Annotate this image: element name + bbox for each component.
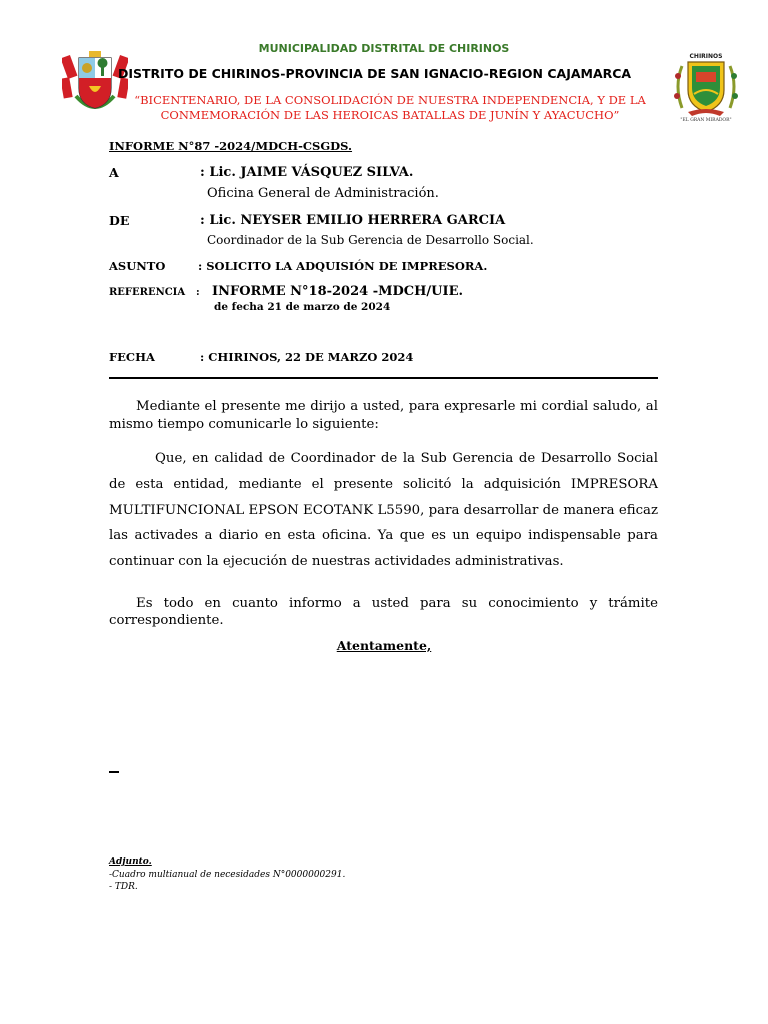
seal-top-text: CHIRINOS bbox=[689, 53, 723, 60]
attachment-item-1: -Cuadro multianual de necesidades N°0000000291. bbox=[109, 870, 346, 880]
date-value: : CHIRINOS, 22 DE MARZO 2024 bbox=[200, 350, 414, 364]
signature-mark bbox=[109, 771, 119, 773]
municipality-name: MUNICIPALIDAD DISTRITAL DE CHIRINOS bbox=[258, 42, 510, 55]
header-divider bbox=[109, 377, 658, 379]
paragraph-2-text: Que, en calidad de Coordinador de la Sub Gerencia de Desarrollo Social de esta entidad, mediante el presente solicitó la adquisición IMPRESORA MULTIFUNCIONAL EPSON ECOTANK L5590, para desarrollar de manera eficaz las activades a diario en esta oficina. Ya que es un equipo indispensable para continuar con la ejecución de nuestras actividades administrativas. bbox=[109, 451, 658, 570]
reference-date: de fecha 21 de marzo de 2024 bbox=[214, 301, 391, 313]
to-office: Oficina General de Administración. bbox=[207, 186, 439, 201]
from-label: DE bbox=[109, 213, 130, 228]
attachments-label: Adjunto. bbox=[109, 857, 152, 867]
district-heading: DISTRITO DE CHIRINOS-PROVINCIA DE SAN IGNACIO-REGION CAJAMARCA bbox=[118, 66, 632, 81]
to-label: A bbox=[109, 165, 119, 180]
motto-line-1: “BICENTENARIO, DE LA CONSOLIDACIÓN DE NUESTRA INDEPENDENCIA, Y DE LA bbox=[134, 93, 646, 107]
attachment-item-2: - TDR. bbox=[109, 882, 138, 892]
date-label: FECHA bbox=[109, 350, 155, 364]
reference-label: REFERENCIA bbox=[109, 287, 186, 298]
reference-value: INFORME N°18-2024 -MDCH/UIE. bbox=[212, 284, 464, 299]
from-role: Coordinador de la Sub Gerencia de Desarrollo Social. bbox=[207, 233, 534, 247]
body-paragraph-2 bbox=[109, 446, 658, 575]
memo-title: INFORME N°87 -2024/MDCH-CSGDS. bbox=[109, 139, 353, 153]
peru-coat-of-arms bbox=[62, 48, 128, 118]
from-name: : Lic. NEYSER EMILIO HERRERA GARCIA bbox=[200, 213, 506, 228]
body-paragraph-3 bbox=[109, 595, 658, 629]
subject-label: ASUNTO bbox=[109, 259, 166, 273]
seal-bottom-text: "EL GRAN MIRADOR" bbox=[680, 118, 732, 122]
subject-value: : SOLICITO LA ADQUISIÓN DE IMPRESORA. bbox=[198, 259, 488, 273]
closing-salutation: Atentamente, bbox=[336, 638, 432, 653]
to-name: : Lic. JAIME VÁSQUEZ SILVA. bbox=[200, 165, 414, 180]
chirinos-municipal-seal bbox=[668, 52, 744, 122]
commemorative-motto bbox=[120, 93, 660, 123]
paragraph-3-text: Es todo en cuanto informo a usted para su conocimiento y trámite correspondiente. bbox=[109, 596, 658, 628]
paragraph-1-text: Mediante el presente me dirijo a usted, para expresarle mi cordial saludo, al mismo tiempo comunicarle lo siguiente: bbox=[109, 399, 658, 432]
reference-colon: : bbox=[196, 287, 200, 298]
body-paragraph-1 bbox=[109, 398, 658, 434]
motto-line-2: CONMEMORACIÓN DE LAS HEROICAS BATALLAS DE JUNÍN Y AYACUCHO” bbox=[160, 108, 620, 122]
